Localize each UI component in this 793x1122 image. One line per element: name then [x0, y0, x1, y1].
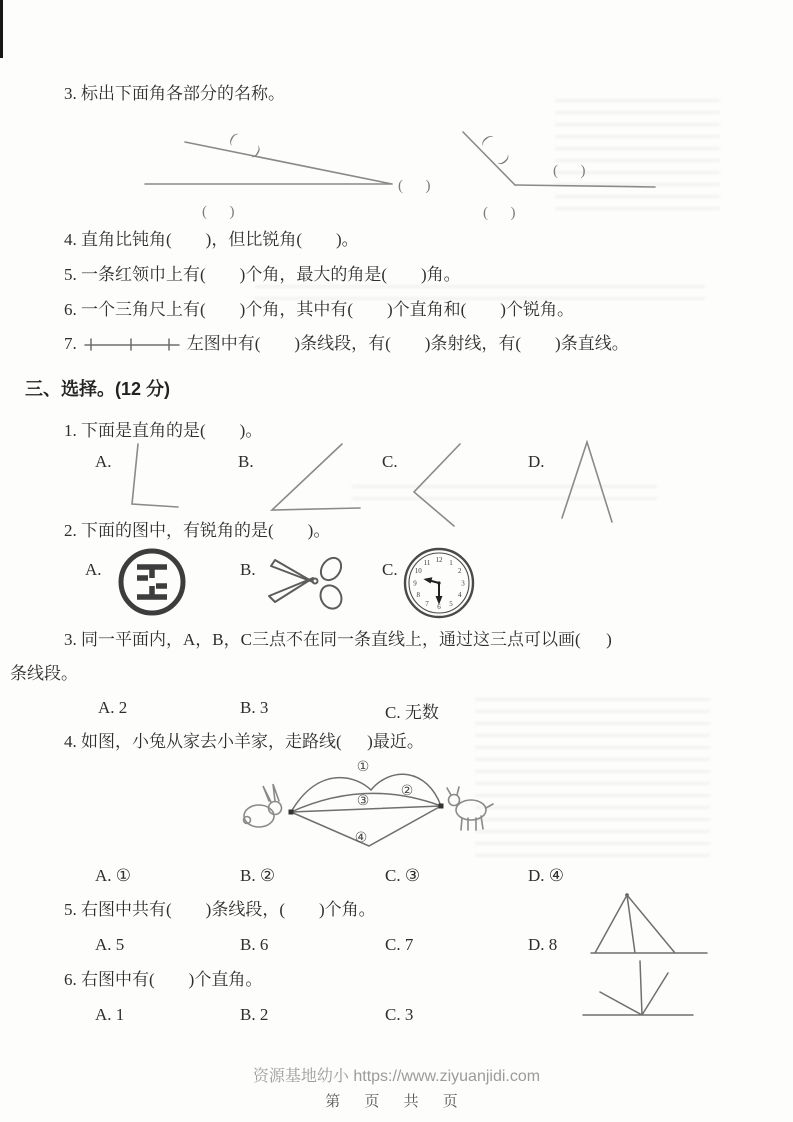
question-7-number: 7. [64, 334, 77, 353]
angle-part-blank: ( ) [553, 163, 586, 179]
choice-2-option-c: C. [382, 560, 398, 579]
line-with-points-figure [83, 336, 181, 352]
goat-figure [447, 787, 493, 830]
route-label-3: ③ [356, 793, 370, 809]
choice-5-option-c: C. 7 [385, 935, 414, 954]
scan-edge-artifact [0, 0, 3, 58]
bleed-artifact [475, 692, 710, 857]
page-number-footer: 第 页 共 页 [325, 1093, 468, 1110]
end-point [439, 804, 444, 809]
route-label-1: ① [356, 759, 370, 775]
choice-3-option-c: C. 无数 [385, 703, 439, 722]
choice-2-label: 2. 下面的图中，有锐角的是( )。 [64, 521, 331, 540]
choice-6-option-b: B. 2 [240, 1005, 269, 1024]
choice-1-option-c: C. [382, 452, 398, 471]
choice-5-option-a: A. 5 [95, 935, 125, 954]
angle-part-blank: ( ) [202, 204, 235, 220]
choice-1-option-a: A. [95, 452, 112, 471]
start-point [289, 810, 294, 815]
choice-2-option-b: B. [240, 560, 256, 579]
choice-6-option-a: A. 1 [95, 1005, 125, 1024]
clock-number: 2 [458, 567, 462, 575]
question-7-label: 左图中有( )条线段，有( )条射线，有( )条直线。 [186, 334, 629, 353]
angle-figure-a [122, 440, 186, 524]
choice-3-label-line1: 3. 同一平面内，A，B，C三点不在同一条直线上，通过这三点可以画( ) [64, 630, 612, 649]
choice-1-option-d: D. [528, 452, 545, 471]
clock-icon [402, 546, 476, 620]
clock-number: 7 [425, 600, 429, 608]
rabbit-figure [244, 784, 282, 827]
watermark-site-text: 资源基地幼小 https://www.ziyuanjidi.com [252, 1068, 541, 1085]
rays-figure [578, 953, 748, 1031]
scissors-icon [265, 552, 353, 614]
angle-part-blank: ( ) [226, 130, 264, 161]
choice-1-option-b: B. [238, 452, 254, 471]
choice-4-option-a: A. ① [95, 866, 132, 885]
angle-side-ray [185, 142, 392, 184]
clock-number: 8 [416, 591, 420, 599]
choice-4-option-b: B. ② [240, 866, 276, 885]
choice-3-option-b: B. 3 [240, 698, 269, 717]
clock-number: 4 [458, 591, 462, 599]
triangle-figure [585, 885, 715, 963]
choice-4-option-d: D. ④ [528, 866, 565, 885]
question-4-label: 4. 直角比钝角( )，但比锐角( )。 [64, 230, 359, 249]
clock-number: 11 [423, 559, 431, 567]
choice-3-option-a: A. 2 [98, 698, 128, 717]
clock-number: 3 [461, 579, 465, 588]
angle-part-blank: ( ) [483, 205, 516, 221]
choice-4-label: 4. 如图，小兔从家去小羊家，走路线( )最近。 [64, 732, 424, 751]
question-3-label: 3. 标出下面角各部分的名称。 [64, 84, 285, 103]
clock-number: 9 [413, 579, 417, 588]
angle-figure-d [554, 436, 618, 526]
clock-number: 5 [449, 600, 453, 608]
choice-2-option-a: A. [85, 560, 102, 579]
angle-part-blank: ( ) [479, 132, 513, 168]
route-label-2: ② [400, 783, 414, 799]
angle-side-ray [515, 185, 655, 187]
question-6-label: 6. 一个三角尺上有( )个角，其中有( )个直角和( )个锐角。 [64, 300, 574, 319]
route-label-4: ④ [354, 830, 368, 846]
choice-3-label-line2: 条线段。 [10, 664, 78, 683]
angle-figure-c [406, 438, 468, 530]
choice-5-option-d: D. 8 [528, 935, 558, 954]
section-choice-heading: 三、选择。(12 分) [25, 379, 171, 399]
angle-part-blank: ( ) [398, 178, 431, 194]
choice-6-option-c: C. 3 [385, 1005, 414, 1024]
question-5-label: 5. 一条红领巾上有( )个角，最大的角是( )角。 [64, 265, 461, 284]
choice-5-option-b: B. 6 [240, 935, 269, 954]
clock-number: 10 [414, 567, 422, 575]
bank-logo-icon [115, 545, 189, 619]
choice-5-label: 5. 右图中共有( )条线段，( )个角。 [64, 900, 376, 919]
angle-diagram-right [455, 115, 745, 237]
angle-diagram-left [140, 118, 430, 236]
clock-number: 1 [449, 559, 453, 567]
clock-number: 12 [435, 556, 443, 564]
choice-6-label: 6. 右图中有( )个直角。 [64, 970, 263, 989]
choice-1-label: 1. 下面是直角的是( )。 [64, 421, 263, 440]
route-diagram [235, 750, 505, 862]
clock-number: 6 [437, 603, 441, 611]
choice-4-option-c: C. ③ [385, 866, 421, 885]
angle-figure-b [264, 438, 364, 520]
